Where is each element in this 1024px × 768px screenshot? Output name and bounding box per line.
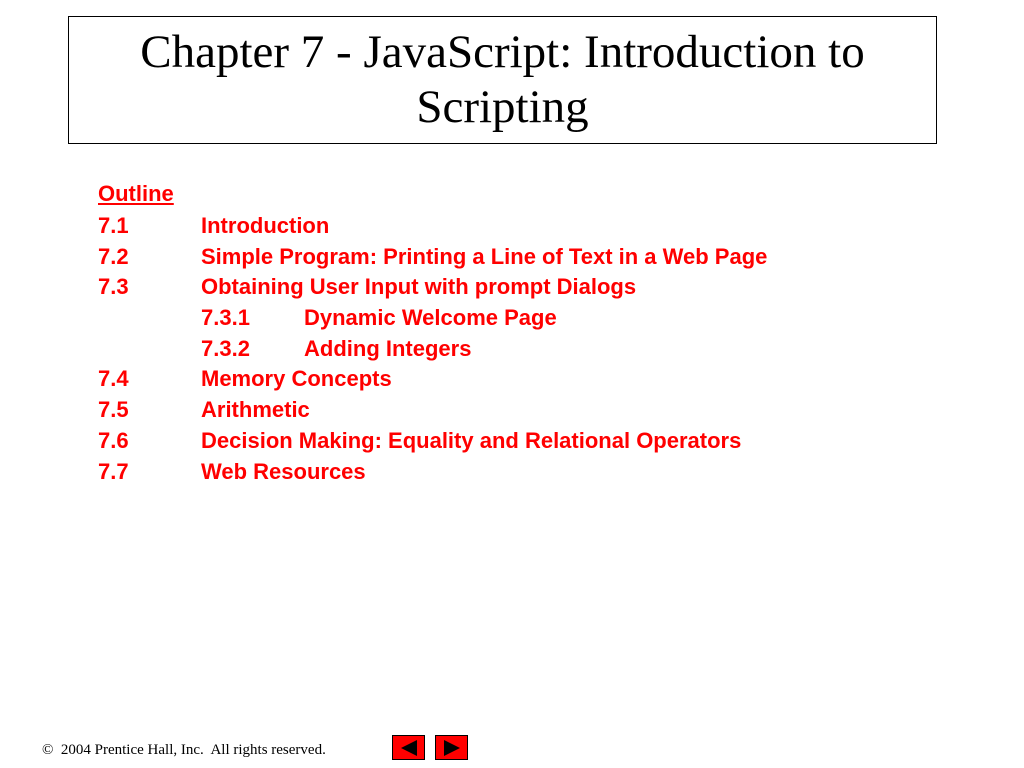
outline-item-label: Memory Concepts <box>201 366 392 392</box>
slide-title: Chapter 7 - JavaScript: Introduction to Scripting <box>140 26 865 133</box>
outline-item-label: Dynamic Welcome Page <box>304 305 557 331</box>
outline-item-label: Simple Program: Printing a Line of Text in a Web Page <box>201 243 768 269</box>
outline-item-label: Decision Making: Equality and Relational Operators <box>201 427 742 453</box>
outline-heading: Outline <box>98 181 174 206</box>
next-slide-button[interactable] <box>435 735 468 760</box>
outline-item-number: 7.3.1 <box>201 305 250 331</box>
outline-item-number: 7.5 <box>98 397 129 423</box>
slide-title-box <box>68 16 937 144</box>
outline-item-7-3 <box>98 272 958 303</box>
outline <box>98 180 958 487</box>
outline-item-label: Arithmetic <box>201 397 310 423</box>
copyright-footer: © 2004 Prentice Hall, Inc. All rights reserved. <box>42 742 326 758</box>
outline-item-label: Web Resources <box>201 458 366 484</box>
outline-item-number: 7.3 <box>98 274 129 300</box>
outline-item-number: 7.6 <box>98 427 129 453</box>
outline-item-label: Introduction <box>201 213 330 238</box>
outline-item-7-6 <box>98 426 958 457</box>
outline-item-7-4 <box>98 364 958 395</box>
outline-item-7-3-1 <box>98 303 958 334</box>
outline-item-7-1 <box>98 211 958 242</box>
outline-item-7-7 <box>98 457 958 488</box>
outline-item-7-5 <box>98 395 958 426</box>
right-arrow-icon <box>444 740 460 756</box>
outline-item-7-3-2 <box>98 334 958 365</box>
outline-item-7-2 <box>98 242 958 273</box>
outline-item-number: 7.7 <box>98 458 129 484</box>
left-arrow-icon <box>401 740 417 756</box>
outline-item-number: 7.4 <box>98 366 129 392</box>
outline-item-number: 7.2 <box>98 243 129 269</box>
outline-item-label: Obtaining User Input with prompt Dialogs <box>201 274 637 300</box>
previous-slide-button[interactable] <box>392 735 425 760</box>
outline-item-number: 7.3.2 <box>201 335 250 361</box>
outline-item-label: Adding Integers <box>304 335 472 361</box>
outline-item-number: 7.1 <box>98 213 129 238</box>
